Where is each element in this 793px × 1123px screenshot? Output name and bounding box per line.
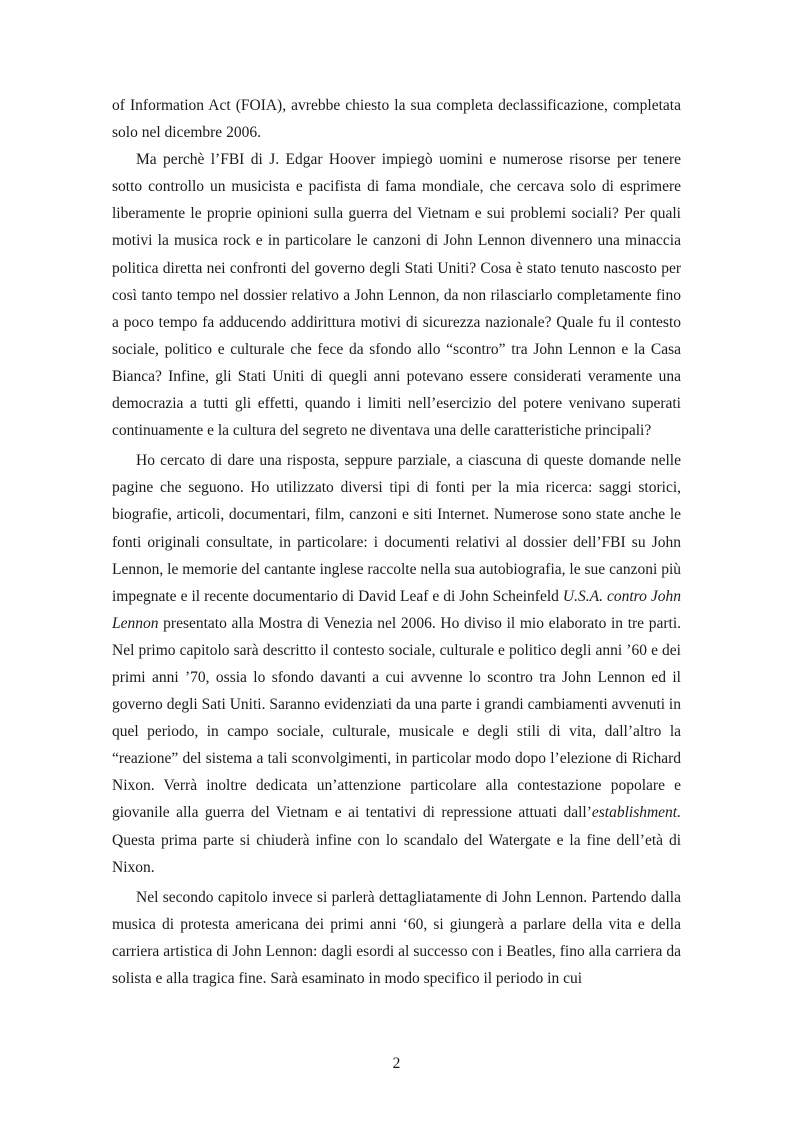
text-segment: Questa prima parte si chiuderà infine con lo scandalo del Watergate e la fine dell’età di Nixon. — [112, 831, 681, 876]
text-segment: Nel secondo capitolo invece si parlerà dettagliatamente di John Lennon. Partendo dalla musica di protesta americana dei primi anni ‘60, si giungerà a parlare della vita e della carriera artistica di John Lennon: dagli esordi al successo con i Beatles, fino alla carriera da solista e alla tragica fine. Sarà esaminato in modo specifico il periodo in cui — [112, 888, 681, 987]
text-segment: presentato alla Mostra di Venezia nel 2006. Ho diviso il mio elaborato in tre parti. Nel primo capitolo sarà descritto il contesto sociale, culturale e politico degli anni ’60 e dei primi anni ’70, ossia lo sfondo davanti a cui avvenne lo scontro tra John Lennon ed il governo degli Sati Uniti. Saranno evidenziati da una parte i grandi cambiamenti avvenuti in quel periodo, in campo sociale, culturale, musicale e degli stili di vita, dall’altro la “reazione” del sistema a tali sconvolgimenti, in particolar modo dopo l’elezione di Richard Nixon. Verrà inoltre dedicata un’attenzione particolare alla contestazione popolare e giovanile alla guerra del Vietnam e ai tentativi di repressione attuati dall’ — [112, 614, 681, 822]
paragraph-foia-continuation — [112, 92, 681, 146]
body-text — [112, 92, 681, 992]
text-segment: Ho cercato di dare una risposta, seppure parziale, a ciascuna di queste domande nelle pagine che seguono. Ho utilizzato diversi tipi di fonti per la mia ricerca: saggi storici, biografie, articoli, documentari, film, canzoni e siti Internet. Numerose sono state anche le fonti originali consultate, in particolare: i documenti relativi al dossier dell’FBI su John Lennon, le memorie del cantante inglese raccolte nella sua autobiografia, le sue canzoni più impegnate e il recente documentario di David Leaf e di John Scheinfeld — [112, 452, 681, 605]
text-segment: of Information Act (FOIA), avrebbe chiesto la sua completa declassificazione, completata solo nel dicembre 2006. — [112, 97, 681, 142]
text-segment: Ma perchè l’FBI di J. Edgar Hoover impiegò uomini e numerose risorse per tenere sotto controllo un musicista e pacifista di fama mondiale, che cercava solo di esprimere liberamente le proprie opinioni sulla guerra del Vietnam e sui problemi sociali? Per quali motivi la musica rock e in particolare le canzoni di John Lennon divennero una minaccia politica diretta nei confronti del governo degli Stati Uniti? Cosa è stato tenuto nascosto per così tanto tempo nel dossier relativo a John Lennon, da non rilasciarlo completamente fino a poco tempo fa adducendo addirittura motivi di sicurezza nazionale? Quale fu il contesto sociale, politico e culturale che fece da sfondo allo “scontro” tra John Lennon e la Casa Bianca? Infine, gli Stati Uniti di quegli anni potevano essere considerati veramente una democrazia a tutti gli effetti, quando i limiti nell’esercizio del potere venivano superati continuamente e la cultura del segreto ne diventava una delle caratteristiche principali? — [112, 151, 681, 440]
italic-term: establishment. — [591, 804, 681, 822]
italic-film-title: U.S.A. contro John Lennon — [112, 587, 681, 632]
paragraph-second-chapter — [112, 884, 681, 992]
paragraph-sources-and-structure — [112, 447, 681, 881]
page-number: 2 — [392, 1055, 401, 1072]
paragraph-questions — [112, 146, 681, 444]
